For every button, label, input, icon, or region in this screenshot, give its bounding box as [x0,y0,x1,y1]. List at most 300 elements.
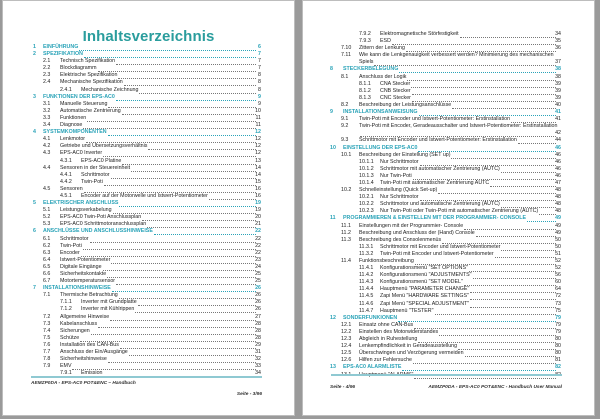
toc-entry[interactable] [303,272,594,279]
toc-entry[interactable] [303,116,594,123]
toc-entry-title[interactable]: Encoder auf der Motorwelle und Istwert-Potentiometer [81,192,208,199]
toc-entry-title[interactable]: Überschwingen und Verzögerung vermeiden [359,350,464,357]
toc-entry-page[interactable]: 22 [255,235,261,242]
toc-entry[interactable] [303,123,594,137]
toc-entry[interactable] [3,321,294,328]
toc-entry-title[interactable]: Mechanische Spezifikation [60,79,123,86]
toc-entry-page[interactable]: 9 [258,93,261,100]
toc-entry-title[interactable]: Hauptmenü "PARAMETER CHANGE" [380,286,470,293]
toc-entry-page[interactable]: 16 [255,185,261,192]
toc-entry-page[interactable]: 22 [255,228,261,235]
toc-entry[interactable] [303,109,594,116]
toc-entry[interactable] [303,180,594,187]
toc-entry-page[interactable]: 26 [255,306,261,313]
toc-entry-page[interactable]: 8 [258,79,261,86]
toc-entry-title[interactable]: SONDERFUNKIONEN [343,314,398,321]
toc-entry[interactable] [303,159,594,166]
toc-entry[interactable] [3,306,294,313]
toc-entry-page[interactable]: 50 [555,236,561,243]
toc-entry-title[interactable]: Schrittmotor mit Encoder und Istwert-Potentiometer: Erstinstallation [359,137,517,144]
toc-entry-page[interactable]: 48 [555,187,561,194]
toc-entry-number: 7.6 [43,341,51,348]
toc-entry-page[interactable]: 31 [255,349,261,356]
toc-entry[interactable] [3,129,294,136]
toc-entry[interactable] [3,44,294,51]
toc-entry-page[interactable]: 48 [555,201,561,208]
toc-entry-page[interactable]: 51 [555,250,561,257]
toc-entry-title[interactable]: Twin-Poti [60,242,82,249]
toc-entry-title[interactable]: Lenkmotor [60,136,86,143]
toc-entry-title[interactable]: EPS-AC0 Schrittmotoranschlussplan [60,221,147,228]
toc-entry-number: 12.5 [341,350,352,357]
toc-entry-page[interactable]: 79 [555,321,561,328]
toc-entry[interactable] [303,194,594,201]
toc-entry[interactable] [3,271,294,278]
toc-entry-page[interactable]: 64 [555,286,561,293]
toc-entry-number: 3.2 [43,107,51,114]
toc-entry-page[interactable]: 42 [555,130,561,137]
toc-entry-title[interactable]: Sicherheitshinweise [60,356,107,363]
toc-entry-page[interactable]: 25 [255,271,261,277]
toc-entry-page[interactable]: 81 [555,357,561,364]
toc-entry-page[interactable]: 9 [258,100,261,107]
toc-entry[interactable] [3,158,294,165]
toc-entry[interactable] [303,38,594,45]
toc-entry[interactable] [3,79,294,86]
toc-entry-page[interactable]: 49 [555,229,561,236]
toc-entry-page[interactable]: 82 [555,364,561,371]
toc-entry[interactable] [3,299,294,306]
toc-entry-page[interactable]: 50 [555,243,561,250]
toc-entry[interactable] [303,31,594,38]
toc-entry-page[interactable]: 80 [555,336,561,343]
toc-entry[interactable] [303,201,594,208]
toc-entry-title[interactable]: Konfigurationsmenü "SET OPTIONS" [380,265,468,272]
toc-entry-title[interactable]: CNB Stecker [380,87,411,94]
toc-entry-page[interactable]: 46 [555,165,561,172]
toc-entry-page[interactable]: 20 [255,214,261,221]
toc-entry-page[interactable]: 38 [555,73,561,80]
toc-entry[interactable] [3,87,294,94]
toc-entry-title[interactable]: Schrittmotor [60,235,89,242]
toc-entry-title[interactable]: Motortemperatursensor [60,278,116,285]
toc-entry-page[interactable]: 73 [555,300,561,307]
toc-entry-title[interactable]: Inverter mit Kühlrippen [81,306,135,313]
toc-entry-page[interactable]: 8 [258,72,261,79]
toc-entry-title[interactable]: Emission [81,370,103,377]
toc-entry[interactable] [3,51,294,58]
toc-entry-title[interactable]: Sensoren in der Steuereinheit [60,164,131,171]
toc-entry-title[interactable]: PROGRAMMIEREN & EINSTELLEN MIT DER PROGRAMMIER- CONSOLE [343,215,527,222]
toc-entry-title[interactable]: Getriebe und Übersetzungsverhältnis [60,143,148,150]
toc-entry-title[interactable]: Kabelanschluss [60,320,98,327]
toc-entry[interactable] [303,230,594,237]
toc-entry-page[interactable]: 8 [258,86,261,93]
toc-entry-page[interactable]: 19 [255,200,261,207]
toc-entry-title[interactable]: Konfigurationsmenü "ADJUSTMENTS" [380,272,472,279]
toc-entry-page[interactable]: 52 [555,258,561,264]
toc-entry[interactable] [303,265,594,272]
toc-entry-page[interactable]: 60 [555,279,561,286]
toc-entry-page[interactable]: 22 [255,249,261,256]
toc-entry-page[interactable]: 40 [555,101,561,108]
toc-entry[interactable] [303,258,594,265]
toc-entry-title[interactable]: Hauptmenü "TESTER" [380,307,434,314]
toc-entry[interactable] [3,115,294,122]
toc-entry-number: 8 [330,66,333,73]
toc-entry-title[interactable]: Einsatz ohne CAN-Bus [359,321,414,328]
toc-entry[interactable] [3,314,294,321]
toc-entry-title[interactable]: Anschluss der Ein/Ausgänge [60,349,128,356]
toc-entry-page[interactable]: 35 [555,38,561,45]
toc-entry-page[interactable]: 27 [255,313,261,320]
toc-entry-number: 12.6 [341,357,352,364]
toc-entry-title[interactable]: Schütze [60,334,80,341]
toc-entry-number: 7.9.2 [359,31,371,37]
toc-entry-page[interactable]: 33 [255,363,261,370]
toc-entry-title[interactable]: Blockdiagramm [60,65,97,72]
toc-entry[interactable] [3,136,294,143]
toc-entry-number: 8.1.3 [359,94,371,101]
toc-entry-page[interactable]: 14 [255,164,261,171]
toc-entry-title[interactable]: Elektrische Spezifikation [60,72,118,79]
toc-entry-title[interactable]: CNA Stecker [380,80,411,87]
toc-entry-page[interactable]: 7 [258,65,261,72]
toc-entry-page[interactable]: 46 [555,158,561,165]
toc-entry[interactable] [303,52,594,66]
toc-entry-page[interactable]: 7 [258,58,261,65]
toc-entry[interactable] [303,315,594,322]
toc-entry-page[interactable]: 38 [555,66,561,73]
toc-entry-page[interactable]: 46 [555,172,561,179]
toc-entry-title[interactable]: Mechanische Zeichnung [81,86,139,93]
toc-entry[interactable] [3,186,294,193]
toc-entry-title[interactable]: Technisch Spezifikation [60,58,116,65]
table-of-contents-left [3,44,294,377]
toc-entry-page[interactable]: 48 [555,208,561,215]
toc-entry-number: 4 [33,129,36,136]
toc-entry-title[interactable]: Twin-Poti mit Encoder, Geradeausschalter und Istwert-Potentiometer: Erstinstallation [359,123,558,130]
toc-entry-title[interactable]: Digitale Eingänge [60,263,102,270]
toc-entry-title[interactable]: SPEZIFIKATION [43,51,83,58]
toc-entry[interactable] [3,236,294,243]
toc-entry-title[interactable]: Manuelle Steuerung [60,100,108,107]
toc-entry-page[interactable]: 34 [555,31,561,37]
toc-entry-page[interactable]: 41 [555,109,561,116]
toc-entry-page[interactable]: 52 [555,265,561,272]
toc-entry-title[interactable]: EPS-AC0 Platine [81,157,122,164]
toc-entry[interactable] [303,74,594,81]
toc-entry-page[interactable]: 11 [255,122,261,129]
toc-entry[interactable] [303,357,594,364]
footer-document-title: AEMZP0DA - EPS-AC0 POT&ENC – Handbuch [31,381,136,386]
toc-entry-page[interactable]: 56 [555,272,561,279]
toc-entry-title[interactable]: Installation des CAN-Bus [60,341,119,348]
toc-entry-page[interactable]: 46 [555,144,561,151]
toc-entry[interactable] [3,200,294,207]
toc-entry[interactable] [303,223,594,230]
toc-entry-title[interactable]: Nur Schrittmotor [380,158,419,165]
toc-entry-title[interactable]: EPS-AC0 Inverter [60,150,103,157]
toc-entry[interactable] [3,356,294,363]
toc-entry[interactable] [303,166,594,173]
toc-entry-page[interactable]: 12 [255,129,261,136]
toc-entry-page[interactable]: 79 [555,314,561,321]
toc-entry-number: 2.4.1 [60,86,72,93]
toc-entry-page[interactable]: 13 [255,157,261,164]
toc-entry-page[interactable]: 32 [255,356,261,363]
toc-entry-title[interactable]: Encoder [60,249,80,256]
toc-entry-page[interactable]: 21 [255,221,261,228]
toc-entry[interactable] [303,215,594,222]
toc-entry-title[interactable]: Konfigurationsmenü "SET MODEL" [380,279,463,286]
toc-entry[interactable] [3,363,294,370]
toc-entry-page[interactable]: 36 [555,45,561,52]
toc-entry-title[interactable]: Wie kann die Lenkgenauigkeit verbessert werden? Minimierung des mechanischen [359,52,554,59]
toc-entry-title[interactable]: Automatische Zentrierung [60,107,121,114]
toc-entry-title[interactable]: ELEKTRISCHER ANSCHLUSS [43,200,119,207]
toc-entry-title[interactable]: Leistungsverkabelung [60,207,112,214]
toc-entry-title[interactable]: Lenkempfindlichkeit in Geradeausstellung [359,343,458,350]
toc-entry[interactable] [3,243,294,250]
toc-entry-page[interactable]: 6 [258,44,261,50]
toc-entry-title[interactable]: Thermische Betrachtung [60,292,118,299]
toc-entry-title[interactable]: INSTALLATIONSANWEISUNG [343,109,418,116]
toc-entry[interactable] [303,95,594,102]
toc-entry[interactable] [3,122,294,129]
toc-entry-title[interactable]: EINFÜHRUNG [43,44,79,50]
toc-entry-title[interactable]: INSTALLATIONSHINWEISE [43,285,111,292]
toc-entry-title[interactable]: Allgemeine Hinweise [60,313,110,320]
toc-entry-page[interactable]: 39 [555,87,561,94]
toc-entry-page[interactable]: 39 [555,94,561,101]
toc-entry-page[interactable]: 47 [555,179,561,186]
toc-entry[interactable] [3,207,294,214]
toc-entry-title[interactable]: Twin-Poti mit Encoder und Istwert-Potentiometer: Erstinstallation [359,116,511,123]
toc-entry-page[interactable]: 44 [555,137,561,144]
toc-entry[interactable] [303,208,594,215]
toc-entry[interactable] [3,58,294,65]
toc-entry[interactable] [3,278,294,285]
toc-entry[interactable] [3,328,294,335]
toc-entry-page[interactable]: 80 [555,343,561,350]
toc-entry-number: 11 [330,215,336,222]
toc-entry-number: 3.1 [43,100,51,107]
toc-entry-title[interactable]: Nur Schrittmotor [380,194,419,201]
toc-entry-title[interactable]: Inverter mit Grundplatte [81,299,137,306]
toc-entry[interactable] [303,322,594,329]
toc-entry-title[interactable]: Einstellungen mit der Programmier- Console [359,222,464,229]
toc-entry-title[interactable]: Schrittmotor [81,171,110,178]
toc-entry[interactable] [3,342,294,349]
toc-entry-title[interactable]: Anschluss der Logik [359,73,407,80]
toc-entry-title[interactable]: Beschreibung der Einstellung (SET up) [359,151,451,158]
toc-entry-title[interactable]: Sicherungen [60,327,90,334]
toc-entry-page[interactable]: 12 [255,136,261,143]
toc-entry-page[interactable]: 7 [258,51,261,58]
toc-entry-page[interactable]: 12 [255,143,261,150]
dot-leader [414,377,556,379]
toc-entry[interactable] [3,108,294,115]
toc-entry-page[interactable]: 28 [255,327,261,334]
toc-entry[interactable] [3,101,294,108]
toc-entry-page[interactable]: 11 [255,114,261,121]
toc-entry[interactable] [303,81,594,88]
toc-entry[interactable] [303,88,594,95]
toc-entry-number: 12 [330,314,336,321]
toc-entry-page[interactable]: 26 [255,292,261,299]
toc-entry-page[interactable]: 39 [555,80,561,87]
toc-entry-title[interactable]: Funktionsbeschreibung [359,258,414,264]
toc-entry-title[interactable]: EPS-AC0 Twin-Poti Anschlussplan [60,214,142,221]
toc-entry-page[interactable]: 80 [555,350,561,357]
toc-entry[interactable] [303,364,594,371]
toc-entry[interactable] [3,65,294,72]
toc-entry-title[interactable]: Nur Twin-Poti oder Twin-Poti mit automatischer Zentrierung (AUTC) [380,208,539,215]
toc-entry[interactable] [303,286,594,293]
toc-entry-title[interactable]: EINSTELLUNG DER EPS-AC0 [343,144,418,151]
toc-entry[interactable] [303,301,594,308]
toc-entry-number: 7.4 [43,327,51,334]
toc-entry[interactable] [3,349,294,356]
toc-entry[interactable] [3,150,294,157]
toc-entry[interactable] [303,350,594,357]
toc-entry-page[interactable]: 46 [555,151,561,158]
toc-entry[interactable] [303,244,594,251]
toc-entry[interactable] [303,145,594,152]
toc-entry[interactable] [3,143,294,150]
toc-entry-title[interactable]: Twin-Poti mit Encoder und Istwert-Potentiometer [380,250,494,257]
toc-entry[interactable] [3,193,294,200]
toc-entry[interactable] [3,335,294,342]
toc-entry-page[interactable]: 10 [255,107,261,114]
toc-entry-title[interactable]: ESD [380,38,391,45]
toc-entry-page[interactable]: 75 [555,307,561,314]
toc-entry[interactable] [303,66,594,73]
toc-entry-title[interactable]: CNC Stecker [380,94,411,101]
toc-entry-title[interactable]: Zapi Menü "HARDWARE SETTINGS" [380,293,469,300]
toc-entry-number: 11.1 [341,222,351,229]
toc-entry-title[interactable]: EMV [60,363,72,370]
toc-entry[interactable] [3,257,294,264]
toc-entry-page[interactable]: 37 [555,59,561,66]
toc-entry-page[interactable]: 23 [255,256,261,263]
toc-entry-title[interactable]: Funktionen [60,114,87,121]
toc-entry[interactable] [3,292,294,299]
toc-entry-page[interactable]: 29 [255,341,261,348]
toc-entry-page[interactable]: 25 [255,278,261,285]
toc-entry[interactable] [3,179,294,186]
toc-entry[interactable] [3,94,294,101]
toc-entry-page[interactable]: 28 [255,320,261,327]
toc-entry[interactable] [3,172,294,179]
toc-entry-page[interactable]: 24 [255,263,261,270]
toc-entry[interactable] [3,250,294,257]
toc-entry-page[interactable]: 22 [255,242,261,249]
toc-entry-number: 4.4 [43,164,51,171]
toc-entry[interactable] [3,165,294,172]
toc-entry-title[interactable]: Zittern der Lenkung [359,45,405,52]
toc-entry-title[interactable]: Sensoren [60,185,83,192]
toc-entry[interactable] [303,152,594,159]
toc-entry-title[interactable]: Schrittmotor mit automatischer Zentrierung (AUTC) [380,165,500,172]
toc-entry-page[interactable]: 26 [255,285,261,292]
toc-entry-title[interactable]: SYSTEMKOMPONENTEN [43,129,107,136]
toc-entry-page[interactable]: 79 [555,328,561,335]
table-of-contents-right [303,31,594,379]
toc-entry-page[interactable]: 49 [555,215,561,222]
toc-entry-title[interactable]: Abgleich in Ruhestellung [359,336,418,343]
toc-entry-page[interactable]: 72 [555,293,561,300]
toc-entry-page[interactable]: 14 [255,171,261,178]
toc-entry-page[interactable]: 16 [255,192,261,199]
toc-entry-title[interactable]: Beschreibung und Anschluss der (Hand) Console [359,229,475,236]
toc-entry-page[interactable]: 15 [255,178,261,185]
toc-entry-page[interactable]: 19 [255,207,261,214]
toc-entry[interactable] [303,293,594,300]
toc-entry[interactable] [303,137,594,144]
toc-entry[interactable] [303,173,594,180]
toc-entry-title[interactable]: Beschreibung des Consolenmenüs [359,236,442,243]
toc-entry[interactable] [303,279,594,286]
toc-entry-page[interactable]: 34 [255,370,261,377]
toc-entry-title[interactable]: Twin-Poti mit automatischer Zentrierung AUTC [380,179,490,186]
toc-entry-title[interactable]: Hilfen zur Fehlersuche [359,357,412,364]
toc-entry-number: 7.10 [341,45,352,52]
page-title: Inhaltsverzeichnis [82,28,215,45]
toc-entry-title[interactable]: Sicherheitskontakte [60,271,107,277]
toc-entry[interactable] [3,285,294,292]
toc-entry-title[interactable]: ANSCHLÜSSE UND ANSCHLUSSHINWEISE [43,228,153,235]
toc-entry-title-continuation[interactable]: Spiels [359,59,374,66]
toc-entry-title[interactable]: FUNKTIONEN DER EPS-AC0 [43,93,115,100]
toc-entry-number: 3 [33,93,36,100]
toc-entry-title[interactable]: Schrittmotor mit Encoder und Istwert-Potentiometer [380,243,501,250]
toc-entry[interactable] [303,308,594,315]
toc-entry-page[interactable]: 12 [255,150,261,157]
toc-entry[interactable] [3,228,294,235]
toc-entry-page[interactable]: 49 [555,222,561,229]
toc-entry-title[interactable]: STECKERBELEGUNG [343,66,399,73]
toc-entry-title[interactable]: Istwert-Potentiometer [60,256,111,263]
toc-entry[interactable] [303,251,594,258]
toc-entry-title[interactable]: Diagnose [60,122,83,129]
toc-entry[interactable] [3,214,294,221]
toc-entry-title[interactable]: Beschreibung der Leistungsanschlüsse [359,101,452,108]
toc-entry-title[interactable]: Zapi Menü "SPECIAL ADJUSTMENT" [380,300,470,307]
toc-entry-page[interactable]: 48 [555,194,561,201]
toc-entry-title[interactable]: Einstellen des Motorwiderstandes [359,328,439,335]
toc-entry-page[interactable]: 41 [555,116,561,123]
toc-entry-title[interactable]: Elektromagnetische Störfestigkeit [380,31,459,37]
toc-entry-title[interactable]: Nur Twin-Poti [380,172,412,179]
toc-entry-page[interactable]: 26 [255,299,261,306]
toc-entry-page[interactable]: 28 [255,334,261,341]
toc-entry-title[interactable]: Twin-Poti [81,178,103,185]
toc-entry[interactable] [303,329,594,336]
toc-entry[interactable] [303,45,594,52]
toc-entry[interactable] [303,187,594,194]
toc-entry[interactable] [3,72,294,79]
toc-entry[interactable] [3,264,294,271]
toc-entry[interactable] [303,102,594,109]
toc-entry-number: 10.2.1 [359,194,374,201]
toc-entry-title[interactable]: Schnelleinstellung (Quick Set-up) [359,187,438,194]
toc-entry-title[interactable]: EPS-AC0 ALARMLISTE [343,364,402,371]
toc-entry-title[interactable]: Schrittmotor und automatische Zentrierung (AUTC) [380,201,500,208]
toc-entry[interactable] [303,237,594,244]
toc-entry[interactable] [303,336,594,343]
